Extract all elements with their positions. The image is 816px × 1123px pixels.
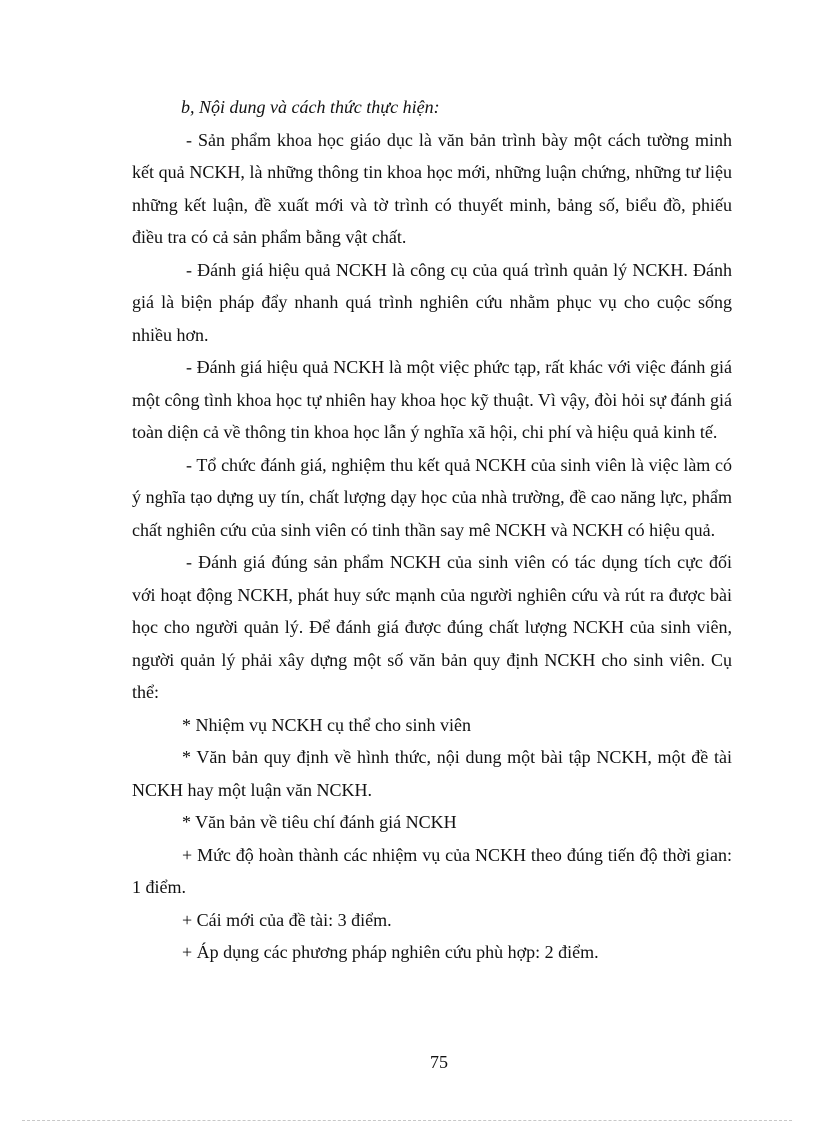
paragraph-correct-evaluation: - Đánh giá đúng sản phẩm NCKH của sinh viên có tác dụng tích cực đối với hoạt động NCKH, phát huy sức mạnh của người nghiên cứu và rút ra được bài học cho người quản lý. Để đánh giá được đúng chất lượng NCKH của sinh viên, người quản lý phải xây dựng một số văn bản quy định NCKH cho sinh viên. Cụ thể:: [132, 552, 732, 702]
plus-item-novelty: + Cái mới của đề tài: 3 điểm.: [182, 909, 392, 930]
paragraph-organization: - Tổ chức đánh giá, nghiệm thu kết quả NCKH của sinh viên là việc làm có ý nghĩa tạo dựng uy tín, chất lượng dạy học của nhà trường, đề cao năng lực, phẩm chất nghiên cứu của sinh viên có tinh thần say mê NCKH và NCKH có hiệu quả.: [132, 454, 732, 540]
paragraph-evaluation-complexity: - Đánh giá hiệu quả NCKH là một việc phức tạp, rất khác với việc đánh giá một công tình khoa học tự nhiên hay khoa học kỹ thuật. Vì vậy, đòi hỏi sự đánh giá toàn diện cả về thông tin khoa học lẫn ý nghĩa xã hội, chi phí và hiệu quả kinh tế.: [132, 357, 732, 442]
paragraph-evaluation-tool: - Đánh giá hiệu quả NCKH là công cụ của quá trình quản lý NCKH. Đánh giá là biện pháp đẩy nhanh quá trình nghiên cứu nhằm phục vụ cho cuộc sống nhiều hơn.: [132, 259, 732, 345]
star-item-criteria: * Văn bản về tiêu chí đánh giá NCKH: [182, 812, 457, 832]
plus-item-completion: + Mức độ hoàn thành các nhiệm vụ của NCKH theo đúng tiến độ thời gian: 1 điểm.: [132, 844, 732, 897]
page-number: 75: [430, 1052, 448, 1072]
paragraph-product: - Sản phẩm khoa học giáo dục là văn bản trình bày một cách tường minh kết quả NCKH, là những thông tin khoa học mới, những luận chứng, những tư liệu những kết luận, đề xuất mới và tờ trình có thuyết minh, bảng số, biểu đồ, phiếu điều tra có cả sản phẩm bằng vật chất.: [132, 129, 732, 247]
plus-item-methods: + Áp dụng các phương pháp nghiên cứu phù hợp: 2 điểm.: [182, 942, 599, 962]
star-item-tasks: * Nhiệm vụ NCKH cụ thể cho sinh viên: [182, 714, 471, 735]
document-body: [132, 91, 732, 969]
page-bottom-divider: [22, 1120, 792, 1121]
star-item-regulations: * Văn bản quy định về hình thức, nội dung một bài tập NCKH, một đề tài NCKH hay một luận văn NCKH.: [132, 747, 732, 800]
section-heading: b, Nội dung và cách thức thực hiện:: [181, 97, 440, 117]
